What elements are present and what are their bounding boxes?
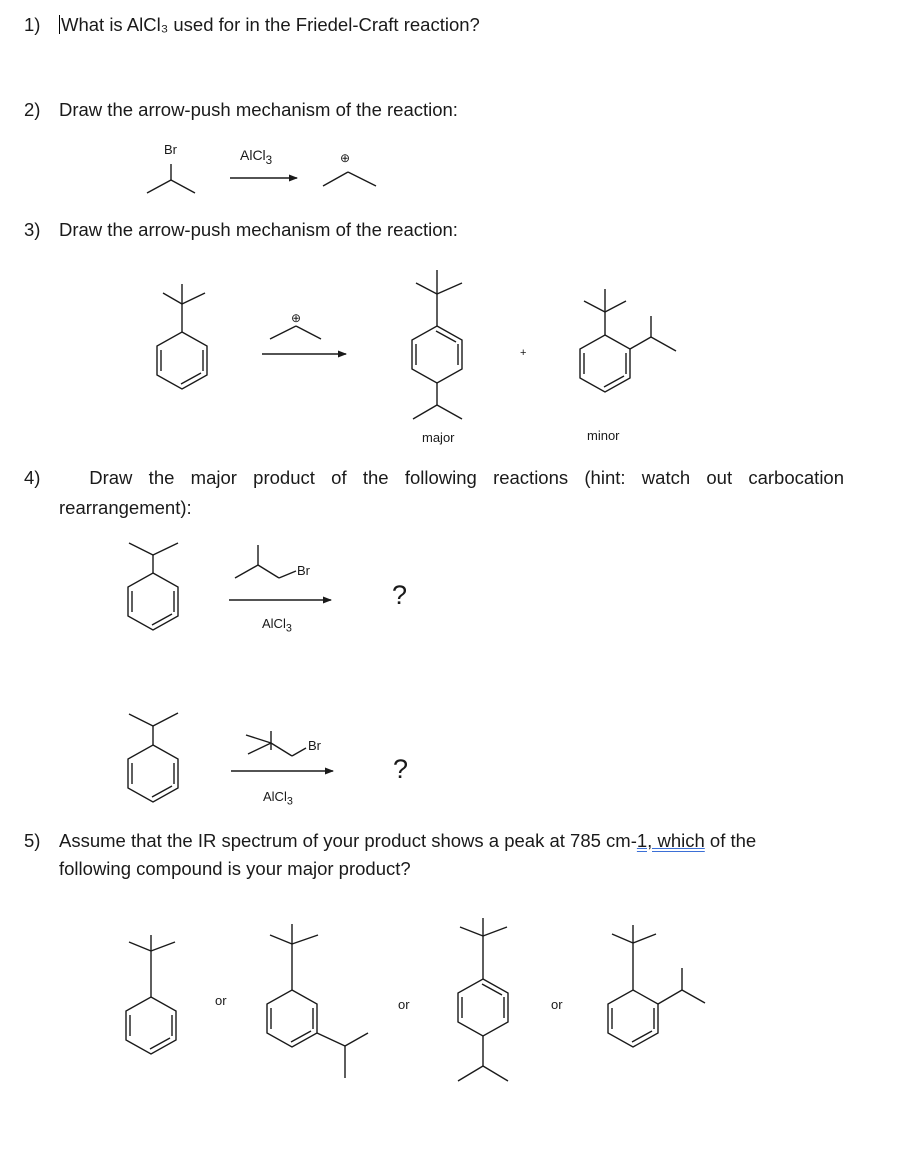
or-separator: or [215, 993, 227, 1008]
para-product-structure [412, 270, 462, 419]
question-number: 1) [24, 14, 41, 35]
reagent-text: AlCl [263, 789, 287, 804]
subscript: 3 [285, 622, 292, 635]
reagent-alcl3 [263, 789, 293, 808]
question-text: Draw the arrow-push mechanism of the reaction: [59, 219, 458, 240]
question-text: What is AlCl₃ used for in the Friedel-Craft reaction? [61, 14, 480, 35]
question-text: Assume that the IR spectrum of your product shows a peak at 785 cm- [59, 830, 637, 851]
isopropyl-cation-structure [323, 172, 376, 186]
question-number: 5) [24, 830, 41, 851]
question-text-end: of the [704, 830, 757, 851]
question-number: 2) [24, 99, 41, 120]
question-text: Draw the major product of the following reactions (hint: watch out carbocation [89, 467, 845, 488]
question-5-line-2: following compound is your major product? [59, 858, 411, 879]
isopropylbenzene-structure [128, 713, 178, 802]
reagent-alcl3 [240, 147, 272, 167]
bromine-label: Br [308, 738, 321, 753]
option-b-structure [267, 924, 368, 1078]
reagent-alcl3 [262, 616, 292, 635]
or-separator: or [398, 997, 410, 1012]
question-number: 4) [24, 467, 41, 488]
or-separator: or [551, 997, 563, 1012]
plus-sign: + [520, 347, 527, 359]
option-c-structure [458, 918, 508, 1081]
spellcheck-underlined-text[interactable]: 1, which [636, 830, 705, 851]
minor-label: minor [587, 428, 620, 443]
meta-product-structure [580, 289, 676, 392]
bromine-label: Br [164, 142, 177, 157]
unknown-product-mark: ? [393, 754, 409, 784]
isopropylbenzene-structure [128, 543, 178, 630]
unknown-product-mark: ? [392, 580, 408, 610]
reagent-text: AlCl [262, 616, 286, 631]
subscript: 3 [286, 795, 293, 808]
reagent-text: AlCl [240, 147, 266, 163]
subscript: 3 [265, 153, 273, 167]
question-text: Draw the arrow-push mechanism of the reaction: [59, 99, 458, 120]
cation-charge: ⊕ [340, 151, 351, 165]
neopentyl-bromide-structure [246, 731, 306, 756]
question-4-line-2: rearrangement): [59, 497, 192, 518]
option-d-structure [608, 925, 705, 1047]
bromine-label: Br [297, 563, 310, 578]
tert-butylbenzene-structure [157, 284, 207, 389]
question-number: 3) [24, 219, 41, 240]
isopropyl-bromide-structure [147, 164, 195, 193]
option-a-structure [126, 935, 176, 1054]
isopropyl-cation-structure [270, 326, 321, 339]
major-label: major [422, 430, 455, 445]
cation-charge: ⊕ [291, 311, 302, 325]
isobutyl-bromide-structure [235, 545, 296, 578]
